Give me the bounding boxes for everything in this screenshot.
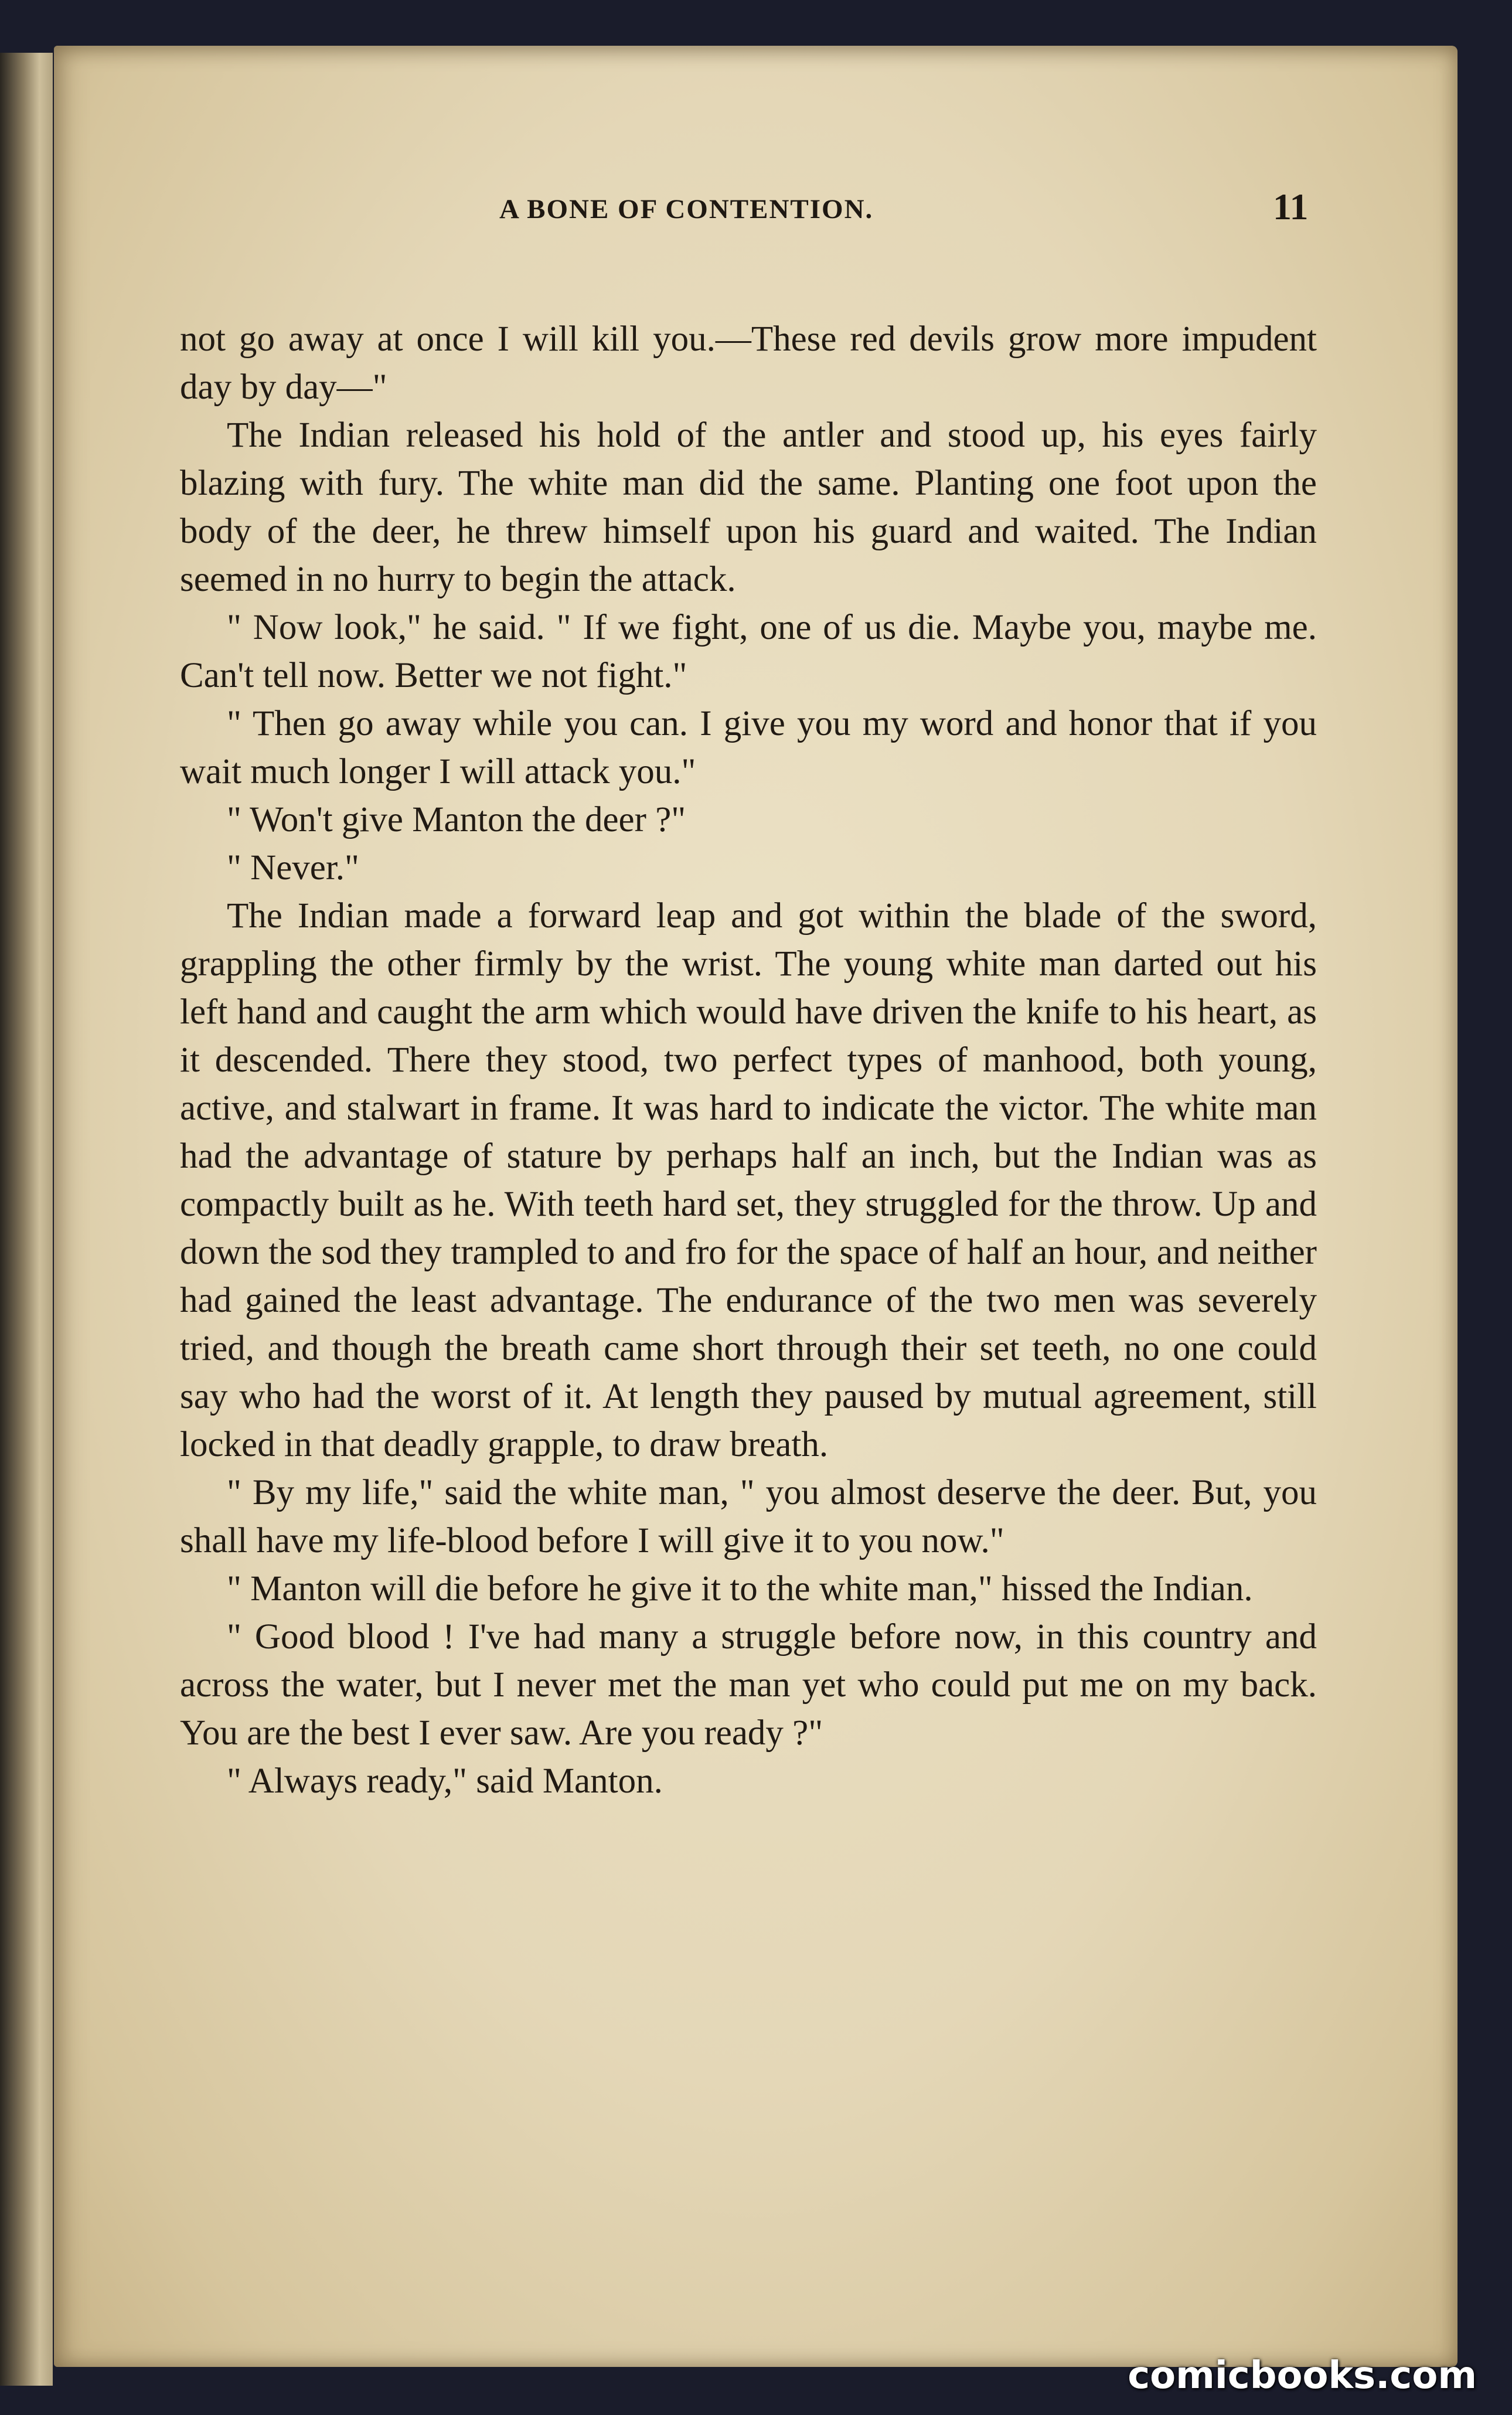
paragraph: " Always ready," said Manton.: [227, 1761, 663, 1801]
page-number: 11: [1273, 186, 1309, 227]
paragraph: The Indian released his hold of the antler and stood up, his eyes fairly blazing with fury. The white man did the same. Planting one foot upon the body of the deer, he threw himself upon his guard and waited. The Indian seemed in no hurry to begin the attack.: [180, 416, 1317, 599]
paragraph: " Never.": [227, 848, 359, 887]
running-title: A BONE OF CONTENTION.: [499, 194, 874, 225]
book-page: [54, 46, 1457, 2367]
paragraph: " Won't give Manton the deer ?": [227, 800, 686, 839]
paragraph: " Manton will die before he give it to the white man," hissed the Indian.: [227, 1569, 1253, 1608]
paragraph: The Indian made a forward leap and got within the blade of the sword, grappling the other firmly by the wrist. The young white man darted out his left hand and caught the arm which would have driven the knife to his heart, as it descended. There they stood, two perfect types of manhood, both young, active, and stalwart in frame. It was hard to indicate the victor. The white man had the advantage of stature by perhaps half an inch, but the Indian was as compactly built as he. With teeth hard set, they struggled for the throw. Up and down the sod they trampled to and fro for the space of half an hour, and neither had gained the least advantage. The endurance of the two men was severely tried, and though the breath came short through their set teeth, no one could say who had the worst of it. At length they paused by mutual agreement, still locked in that deadly grapple, to draw breath.: [180, 896, 1317, 1464]
paragraph: " Good blood ! I've had many a struggle before now, in this country and across the water, but I never met the man yet who could put me on my back. You are the best I ever saw. Are you ready ?": [180, 1617, 1317, 1753]
facing-page-edge: [0, 53, 53, 2386]
paragraph: " Then go away while you can. I give you my word and honor that if you wait much longer I will attack you.": [180, 704, 1317, 791]
watermark: comicbooks.com: [1128, 2354, 1477, 2397]
body-text: [180, 315, 1317, 1805]
paragraph: " By my life," said the white man, " you almost deserve the deer. But, you shall have my life-blood before I will give it to you now.": [180, 1473, 1317, 1560]
running-head: [54, 181, 1457, 239]
paragraph: " Now look," he said. " If we fight, one of us die. Maybe you, maybe me. Can't tell now. Better we not fight.": [180, 608, 1317, 695]
paragraph: not go away at once I will kill you.—These red devils grow more impudent day by day—": [180, 319, 1317, 407]
